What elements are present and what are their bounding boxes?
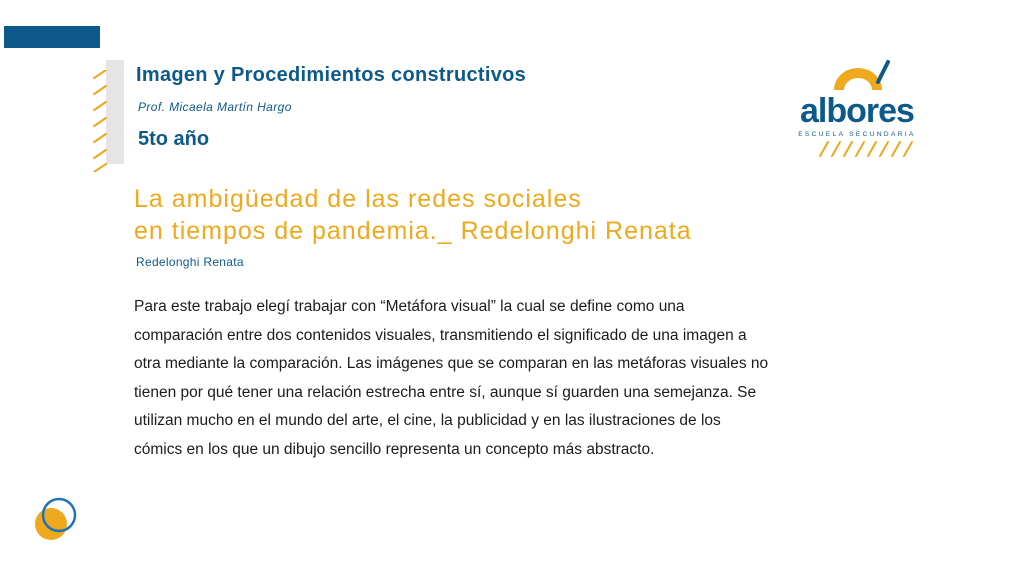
document-title [134,183,894,247]
school-year: 5to año [138,128,210,150]
body-line: otra mediante la comparación. Las imágenes que se comparan en las metáforas visuales no [134,355,769,372]
author-name: Redelonghi Renata [136,255,244,269]
body-line: Para este trabajo elegí trabajar con “Metáfora visual” la cual se define como una [134,298,685,315]
hatch-decoration-icon [92,70,112,172]
logo-wordmark: albores [800,92,914,130]
body-line: utilizan mucho en el mundo del arte, el cine, la publicidad y en las ilustraciones de los [134,412,721,429]
course-title: Imagen y Procedimientos constructivos [136,64,527,86]
document-title-line: en tiempos de pandemia._ Redelonghi Renata [134,217,692,245]
teacher-name: Prof. Micaela Martín Hargo [138,100,292,114]
albores-logo-icon [782,56,932,160]
top-accent-bar [4,26,100,48]
document-title-line: La ambigüedad de las redes sociales [134,185,582,213]
body-line: cómics en los que un dibujo sencillo representa un concepto más abstracto. [134,440,655,458]
body-paragraph [134,293,874,464]
logo-subtitle: ESCUELA SECUNDARIA [798,131,916,138]
body-line: comparación entre dos contenidos visuales, transmitiendo el significado de una imagen a [134,326,747,344]
circles-decoration-icon [30,494,80,544]
body-line: tienen por qué tener una relación estrecha entre sí, aunque sí guarden una semejanza. Se [134,383,757,401]
